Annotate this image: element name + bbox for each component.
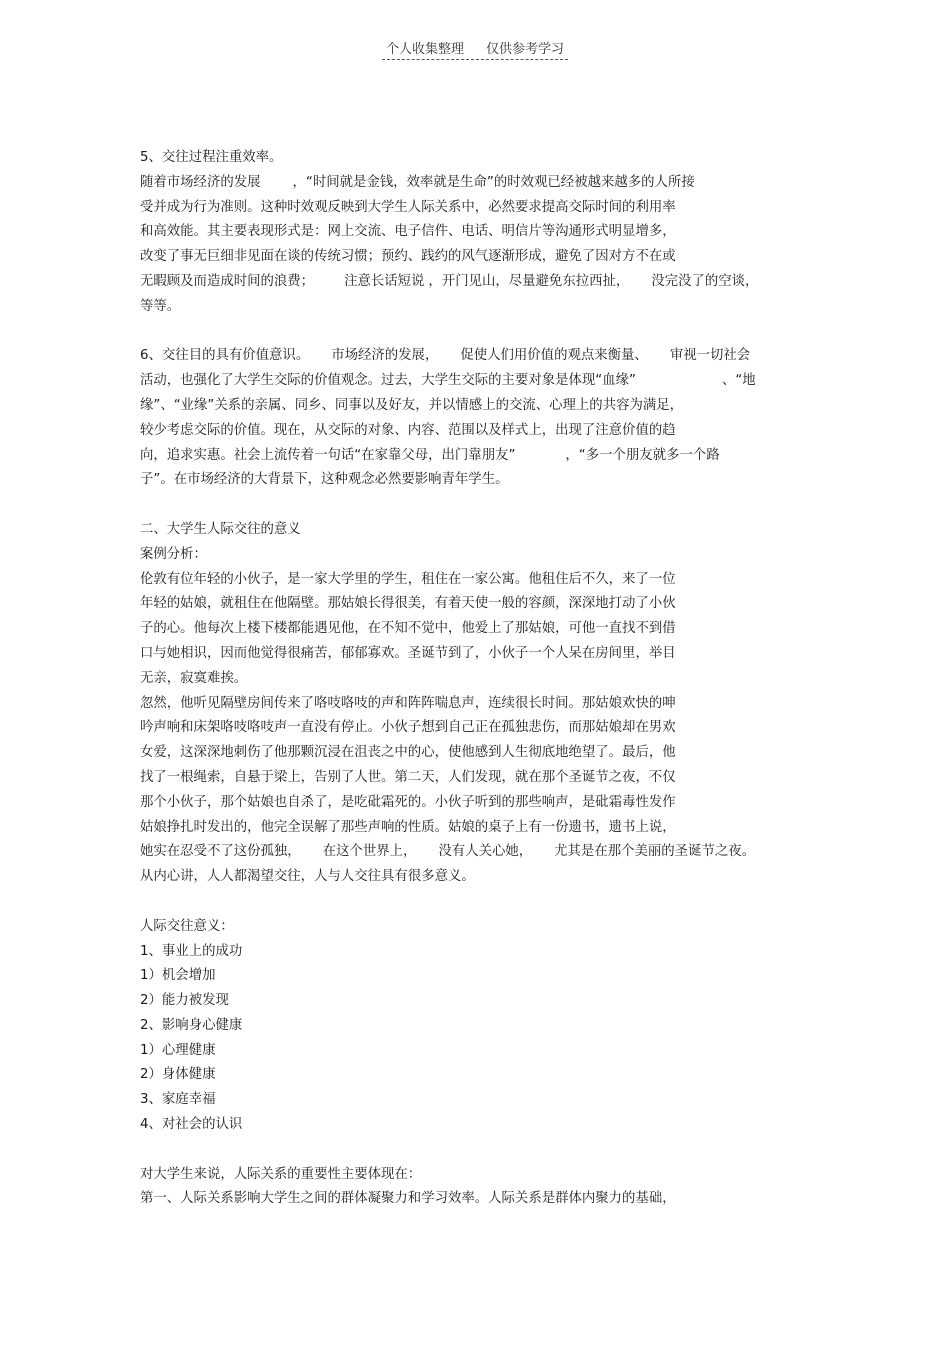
text-segment: 较少考虑交际的价值。现在，从交际的对象、内容、范围以及样式上，出现了注意价值的趋 (140, 422, 676, 438)
text-line (140, 146, 820, 171)
text-line (140, 444, 820, 469)
text-segment: 尤其是在那个美丽的圣诞节之夜。 (554, 844, 756, 860)
text-line (140, 344, 820, 369)
text-segment: 伦敦有位年轻的小伙子，是一家大学里的学生，租住在一家公寓。他租住后不久，来了一位 (140, 571, 676, 587)
text-segment: ，“多一个朋友就多一个路 (565, 447, 720, 463)
header-underline (382, 38, 568, 60)
text-segment: 改变了事无巨细非见面在谈的传统习惯；预约、践约的风气逐渐形成，避免了因对方不在或 (140, 249, 676, 265)
text-line (140, 543, 820, 568)
text-segment: 没完没了的空谈， (651, 273, 759, 289)
text-segment: 对大学生来说，人际关系的重要性主要体现在： (140, 1166, 422, 1182)
text-line (140, 171, 820, 196)
blank-line (140, 493, 820, 518)
text-line (140, 196, 820, 221)
document-body (140, 146, 820, 1212)
text-line (140, 394, 820, 419)
text-segment: 2、影响身心健康 (140, 1017, 243, 1033)
text-line (140, 1039, 820, 1064)
text-segment: 第一、人际关系影响大学生之间的群体凝聚力和学习效率。人际关系是群体内聚力的基础， (140, 1191, 676, 1207)
text-segment: 3、家庭幸福 (140, 1092, 216, 1108)
text-segment: 忽然，他听见隔壁房间传来了咯吱咯吱的声和阵阵喘息声，连续很长时间。那姑娘欢快的呻 (140, 695, 676, 711)
header-right-text: 仅供参考学习 (486, 42, 565, 57)
text-segment: 促使人们用价值的观点来衡量、 (460, 348, 648, 364)
text-line (140, 468, 820, 493)
header-left-text: 个人收集整理 (385, 42, 464, 57)
text-segment: ，“时间就是金钱，效率就是生命”的时效观已经被越来越多的人所接 (292, 174, 695, 190)
text-segment: 1）机会增加 (140, 968, 216, 984)
text-segment: 缘”、“业缘”关系的亲属、同乡、同事以及好友，并以情感上的交流、心理上的共容为满足， (140, 397, 684, 413)
text-line (140, 1113, 820, 1138)
text-line (140, 816, 820, 841)
text-line (140, 964, 820, 989)
text-line (140, 840, 820, 865)
blank-line (140, 1138, 820, 1163)
text-line (140, 245, 820, 270)
text-line (140, 1187, 820, 1212)
text-segment: 1）心理健康 (140, 1042, 216, 1058)
blank-line (140, 890, 820, 915)
text-line (140, 716, 820, 741)
text-line (140, 617, 820, 642)
text-segment: 审视一切社会 (669, 348, 751, 364)
text-segment: 5、交往过程注重效率。 (140, 150, 283, 165)
text-line (140, 741, 820, 766)
text-segment: 市场经济的发展， (331, 348, 439, 364)
text-segment: 吟声响和床架咯吱咯吱声一直没有停止。小伙子想到自己正在孤独悲伤，而那姑娘却在男欢 (140, 720, 676, 736)
text-segment: 姑娘挣扎时发出的，他完全误解了那些声响的性质。姑娘的桌子上有一份遗书，遗书上说， (140, 819, 676, 835)
text-segment: 受并成为行为准则。这种时效观反映到大学生人际关系中，必然要求提高交际时间的利用率 (140, 199, 676, 215)
text-line (140, 940, 820, 965)
text-line (140, 592, 820, 617)
text-line (140, 1063, 820, 1088)
text-line (140, 667, 820, 692)
text-line (140, 568, 820, 593)
text-line (140, 220, 820, 245)
text-segment: 无暇顾及而造成时间的浪费； (140, 273, 315, 289)
text-segment: 在这个世界上， (322, 844, 417, 860)
text-segment: ，开门见山，尽量避免东拉西扯， (428, 273, 630, 289)
text-segment: 2）能力被发现 (140, 993, 229, 1009)
text-segment: 随着市场经济的发展 (140, 174, 261, 190)
text-segment: 从内心讲，人人都渴望交往，人与人交往具有很多意义。 (140, 869, 475, 885)
text-line (140, 692, 820, 717)
text-segment: 子”。在市场经济的大背景下，这种观念必然要影响青年学生。 (140, 472, 509, 488)
text-segment: 无亲，寂寞难挨。 (140, 670, 248, 686)
text-line (140, 1088, 820, 1113)
text-segment: 向，追求实惠。社会上流传着一句话“在家靠父母，出门靠朋友” (140, 447, 516, 463)
text-line (140, 791, 820, 816)
text-segment: 、“地 (721, 373, 756, 389)
text-segment: 口与她相识，因而他觉得很痛苦，郁郁寡欢。圣诞节到了，小伙子一个人呆在房间里，举目 (140, 645, 676, 661)
text-line (140, 915, 820, 940)
text-segment: 活动，也强化了大学生交际的价值观念。过去，大学生交际的主要对象是体现“血缘” (140, 373, 636, 389)
text-line (140, 518, 820, 543)
text-line (140, 865, 820, 890)
text-segment: 等等。 (140, 298, 181, 314)
text-segment: 年轻的姑娘，就租住在他隔壁。那姑娘长得很美，有着天使一般的容颜，深深地打动了小伙 (140, 596, 676, 612)
text-line (140, 642, 820, 667)
text-line (140, 989, 820, 1014)
text-segment: 二、大学生人际交往的意义 (140, 521, 301, 537)
text-segment: 4、对社会的认识 (140, 1117, 243, 1133)
text-segment: 没有人关心她， (438, 844, 533, 860)
text-segment: 6、交往目的具有价值意识。 (140, 348, 310, 364)
text-segment: 找了一根绳索，自悬于梁上，告别了人世。第二天，人们发现，就在那个圣诞节之夜，不仅 (140, 769, 676, 785)
text-segment: 2）身体健康 (140, 1067, 216, 1083)
text-line (140, 766, 820, 791)
text-segment: 注意长话短说 (344, 273, 425, 289)
text-segment: 1、事业上的成功 (140, 943, 243, 959)
text-segment: 和高效能。其主要表现形式是：网上交流、电子信件、电话、明信片等沟通形式明显增多， (140, 224, 676, 240)
text-segment: 案例分析： (140, 546, 207, 562)
text-segment: 女爱，这深深地刺伤了他那颗沉浸在沮丧之中的心，使他感到人生彻底地绝望了。最后，他 (140, 745, 676, 761)
text-segment: 人际交往意义： (140, 918, 234, 934)
text-segment: 那个小伙子，那个姑娘也自杀了，是吃砒霜死的。小伙子听到的那些响声，是砒霜毒性发作 (140, 794, 676, 810)
text-line (140, 270, 820, 295)
text-segment: 子的心。他每次上楼下楼都能遇见他，在不知不觉中，他爱上了那姑娘，可他一直找不到借 (140, 621, 676, 637)
text-line (140, 295, 820, 320)
text-line (140, 369, 820, 394)
text-line (140, 1014, 820, 1039)
text-line (140, 1163, 820, 1188)
text-line (140, 419, 820, 444)
blank-line (140, 320, 820, 345)
page-header (0, 38, 950, 60)
text-segment: 她实在忍受不了这份孤独， (140, 844, 301, 860)
